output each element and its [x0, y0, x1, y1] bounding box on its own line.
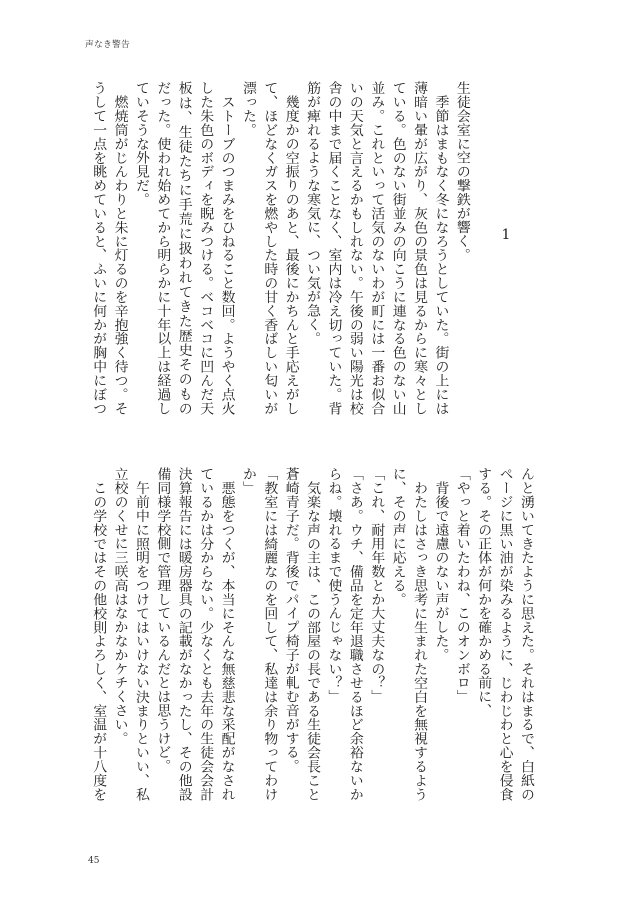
text-column: した朱色のボディを睨みつける。ベコベコに凹んだ天	[197, 81, 214, 415]
upper-text-block	[87, 81, 472, 415]
text-column: わたしはさっき思考に生まれた空白を無視するよう	[411, 467, 428, 801]
text-column: 「これ、耐用年数とか大丈夫なの？」	[368, 467, 385, 704]
text-column: 悪態をつくが、本当にそんな無慈悲な采配がなされ	[218, 467, 235, 801]
text-column: 板は、生徒たちに手荒に扱われてきた歴史そのもの	[175, 81, 192, 415]
text-column: んと湧いてきたように思えた。それはまるで、白紙の	[518, 467, 534, 801]
text-column: か」	[239, 467, 256, 495]
text-column: 決算報告には暖房器具の記載がなかったし、その他設	[175, 467, 192, 801]
running-header: 声なき警告	[85, 40, 130, 50]
text-column: て、ほどなくガスを燃やした時の甘く香ばしい匂いが	[261, 81, 278, 415]
text-column: ストーブのつまみをひねること数回。ようやく点火	[218, 81, 235, 415]
text-column: 薄暗い暈が広がり、灰色の景色は見るからに寒々とし	[411, 81, 428, 415]
text-column: する。その正体が何かを確かめる前に、	[475, 467, 492, 718]
text-column: 並み。これといって活気のないわが町には一番お似合	[368, 81, 385, 415]
text-column: だった。使われ始めてから明らかに十年以上は経過し	[154, 81, 171, 415]
text-column: 背後で遠慮のない声がした。	[432, 467, 449, 662]
text-column: 舎の中まで届くことなく、室内は冷え切っていた。背	[325, 81, 342, 415]
text-column: うして一点を眺めていると、ふいに何かが胸中にぼつ	[90, 81, 107, 415]
text-column: 季節はまもなく冬になろうとしていた。街の上には	[432, 81, 449, 415]
text-column: らね。壊れるまで使うんじゃない？」	[325, 467, 342, 704]
text-column: 午前中に照明をつけてはいけない決まりといい、私	[132, 467, 149, 801]
text-column: 蒼崎青子だ。背後でパイプ椅子が軋む音がする。	[282, 467, 299, 773]
text-column: ているかは分からない。少なくとも去年の生徒会会計	[197, 467, 214, 801]
text-column: 気楽な声の主は、この部屋の長である生徒会長こと	[304, 467, 321, 801]
text-column: いの天気と言えるかもしれない。午後の弱い陽光は校	[346, 81, 363, 415]
text-column: 「やっと着いたわね、このオンボロ」	[453, 467, 470, 704]
chapter-number: 1	[501, 227, 511, 243]
page-number: 45	[88, 856, 100, 866]
text-column: 「教室には綺麗なのを回して、私達は余り物ってわけ	[261, 467, 278, 801]
text-column: 筋が痺れるような寒気に、つい気が急く。	[304, 81, 321, 346]
text-column: ページに黒い油が染みるように、じわじわと心を侵食	[496, 467, 513, 801]
text-column: 漂った。	[239, 81, 256, 137]
text-column: 立校のくせに三咲高はなかなかケチくさい。	[111, 467, 128, 745]
text-column: 「さあ。ウチ、備品を定年退職させるほど余裕ないか	[346, 467, 363, 801]
lower-text-block	[87, 467, 536, 801]
text-column: に、その声に応える。	[389, 467, 406, 606]
text-column: 生徒会室に空の撃鉄が響く。	[453, 81, 470, 262]
text-column: 燃焼筒がじんわりと朱に灯るのを辛抱強く待つ。そ	[111, 81, 128, 415]
text-column: この学校ではその他校則よろしく、室温が十八度を	[90, 467, 107, 801]
text-column: 備同様学校側で管理しているんだとは思うけど。	[154, 467, 171, 773]
text-column: ている。色のない街並みの向こうに連なる色のない山	[389, 81, 406, 415]
text-column: 幾度かの空振りのあと、最後にかちんと手応えがし	[282, 81, 299, 415]
text-column: ていそうな外見だ。	[132, 81, 149, 207]
